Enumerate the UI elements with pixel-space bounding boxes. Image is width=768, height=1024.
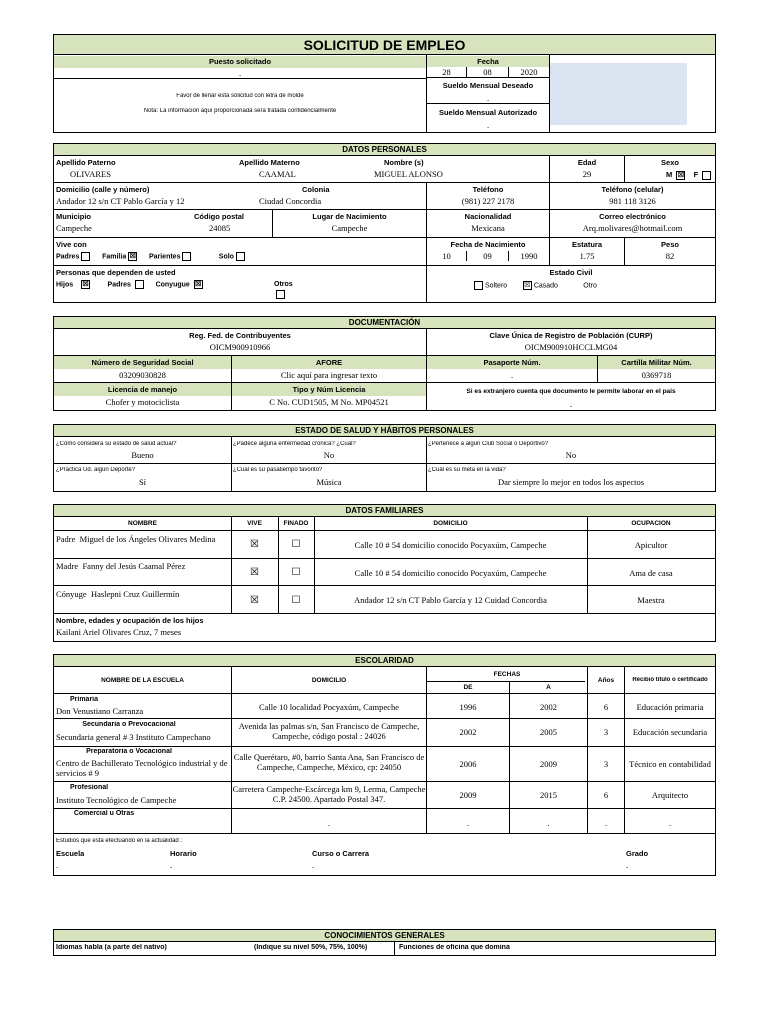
lugar-nac-field[interactable]: Campeche [331,223,368,233]
instruction-text: Favor de llenar esta solicitud con letra de molde [176,93,304,99]
dep-padres-checkbox[interactable] [135,280,144,289]
salud-title: ESTADO DE SALUD Y HÁBITOS PERSONALES [54,425,715,437]
fnac-label: Fecha de Nacimiento [450,240,526,249]
esc-de[interactable]: 1996 [459,702,477,712]
sueldo-deseado-label: Sueldo Mensual Deseado [442,81,534,90]
dep-otros: Otros [274,280,293,300]
esc-anos[interactable]: 6 [603,790,609,800]
esc-a[interactable]: 2015 [540,790,557,800]
salud-q6: ¿Cuál es su meta en la vida? [428,467,506,473]
fam-vive-checkbox[interactable]: ☒ [250,539,259,550]
vive-padres-checkbox[interactable] [81,252,90,261]
esc-header-fechas: FECHAS [493,671,521,678]
esc-domicilio[interactable]: Calle 10 localidad Pocyaxúm, Campeche [259,702,399,712]
esc-header-escuela: NOMBRE DE LA ESCUELA [101,677,184,684]
tipo-licencia-label: Tipo y Núm Licencia [232,383,426,396]
esc-header-anos: Años [597,677,615,684]
estatura-field[interactable]: 1.75 [579,251,595,261]
esc-escuela[interactable]: Centro de Bachillerato Tecnológico industrial y de servicios # 9 [56,758,228,778]
celular-label: Teléfono (celular) [601,185,664,194]
fam-ocupacion[interactable]: Apicultor [634,540,668,550]
esc-nivel: Preparatoria o Vocacional [86,748,172,755]
tipo-licencia-field[interactable]: C No. CUD1505, M No. MP04521 [269,397,389,407]
fam-domicilio[interactable]: Andador 12 s/n CT Pablo García y 12 Cuidad Concordia [354,595,547,605]
fam-domicilio[interactable]: Calle 10 # 54 domicilio conocido Pocyaxúm, Campeche [354,540,547,550]
dependen-label: Personas que dependen de usted [56,268,176,277]
fam-finado-checkbox[interactable]: ☐ [291,567,301,578]
fam-header-vive: VIVE [247,520,262,527]
salud-q5: ¿Cuál es su pasatiempo favorito? [233,467,323,473]
salud-a5[interactable]: Música [316,477,342,487]
esc-escuela[interactable]: Instituto Tecnológico de Campeche [56,795,177,805]
colonia-label: Colonia [302,185,330,194]
esc-header-de: DE [463,684,473,691]
esc-titulo[interactable]: . [668,818,672,828]
salud-a1[interactable]: Bueno [131,450,154,460]
fecha-year[interactable]: 2020 [509,67,549,78]
cp-label: Código postal [194,212,244,221]
esc-nivel: Comercial u Otras [73,810,135,817]
domicilio-label: Domicilio (calle y número) [56,185,150,194]
peso-field[interactable]: 82 [665,251,675,261]
form-header [53,34,716,133]
edad-field[interactable]: 29 [582,169,592,179]
salud-q4: ¿Practica Ud. algún Deporte? [56,467,136,473]
funciones-label: Funciones de oficina que domina [399,944,510,951]
confidential-note: Nota: La información aquí proporcionada será tratada confidencialmente [143,108,337,114]
nombre-label: Nombre (s) [384,158,424,167]
form-title: SOLICITUD DE EMPLEO [54,35,715,55]
correo-label: Correo electrónico [599,212,666,221]
horario-field[interactable]: . [170,860,173,870]
salud-a3[interactable]: No [565,450,577,460]
nss-field[interactable]: 03209030828 [119,370,166,380]
afore-label: AFORE [232,356,426,369]
grado-field[interactable]: . [626,860,629,870]
pasaporte-label: Pasaporte Núm. [427,356,597,369]
sueldo-autorizado-field[interactable]: . [486,120,490,130]
sexo-m-checkbox[interactable]: ☒ [677,171,684,179]
curso-label: Curso o Carrera [312,849,370,858]
dep-hijos-checkbox[interactable]: ☒ [82,281,89,288]
nivel-label: (Indique su nivel 50%, 75%, 100%) [254,944,368,951]
esc-anos[interactable]: 3 [603,759,609,769]
esc-de[interactable]: . [466,818,470,828]
esc-a[interactable]: 2005 [540,727,557,737]
esc-anos[interactable]: . [604,818,608,828]
escolaridad-title: ESCOLARIDAD [54,655,715,667]
curp-label: Clave Única de Registro de Población (CURP) [489,331,653,340]
conocimientos-section [53,929,716,956]
fecha-label: Fecha [427,56,549,67]
esc-titulo[interactable]: Educación primaria [636,702,704,712]
esc-escuela[interactable]: Don Venustiano Carranza [56,706,144,716]
nacionalidad-label: Nacionalidad [464,212,512,221]
cp-field[interactable]: 24085 [209,223,231,233]
fam-header-nombre: NOMBRE [128,520,157,527]
civil-soltero-checkbox[interactable] [474,281,483,290]
pasaporte-field[interactable]: . [510,370,514,380]
esc-titulo[interactable]: Técnico en contabilidad [629,759,711,769]
documentacion-title: DOCUMENTACIÓN [54,317,715,329]
documentacion-section [53,316,716,411]
correo-field[interactable]: Arq.molivares@hotmail.com [582,223,683,233]
esc-domicilio[interactable]: Avenida las palmas s/n, San Francisco de Campeche, Campeche, código postal : 24026 [238,721,420,741]
datos-personales-title: DATOS PERSONALES [54,144,715,156]
rfc-label: Reg. Fed. de Contribuyentes [189,331,291,340]
civil-label: Estado Civil [549,268,593,277]
colonia-field[interactable]: Ciudad Concordia [259,196,322,206]
fam-ocupacion[interactable]: Ama de casa [629,568,673,578]
esc-escuela[interactable]: Secundaria general # 3 Instituto Campechano [56,732,211,742]
esc-domicilio[interactable]: Calle Querétaro, #0, barrio Santa Ana, San Francisco de Campeche, Campeche, México, cp: 24050 [233,752,425,772]
ap-materno-field[interactable]: CAAMAL [259,169,296,179]
domicilio-field[interactable]: Andador 12 s/n CT Pablo García y 12 [56,196,185,206]
esc-a[interactable]: 2002 [540,702,557,712]
salud-a2[interactable]: No [323,450,335,460]
fam-row-padre: Padre Miguel de los Ángeles Olivares Medina [56,534,216,544]
fam-domicilio[interactable]: Calle 10 # 54 domicilio conocido Pocyaxúm, Campeche [354,568,547,578]
hijos-field[interactable]: Kailani Ariel Olivares Cruz, 7 meses [56,627,182,637]
esc-header-titulo: Recibió título o certificado [632,677,708,683]
fnac-month[interactable]: 09 [467,251,509,261]
curso-field[interactable]: . [312,860,315,870]
esc-header-a: A [546,684,551,691]
sueldo-autorizado-label: Sueldo Mensual Autorizado [438,108,538,117]
esc-nivel: Primaria [69,696,99,703]
datos-personales-section [53,143,716,303]
lugar-nac-label: Lugar de Nacimiento [312,212,387,221]
vive-solo-checkbox[interactable] [236,252,245,261]
municipio-field[interactable]: Campeche [56,223,92,233]
fam-header-ocupacion: OCUPACIÓN [631,520,671,527]
fecha-month[interactable]: 08 [467,67,509,78]
salud-section [53,424,716,492]
fecha-day[interactable]: 28 [427,67,467,78]
cartilla-field[interactable]: 0369718 [641,370,672,380]
sexo-options: M ☒ F [666,170,713,180]
esc-de[interactable]: 2009 [459,790,477,800]
fam-header-finado: FINADO [283,520,309,527]
esc-de[interactable]: 2002 [459,727,477,737]
sexo-f-checkbox[interactable] [702,171,711,180]
conocimientos-title: CONOCIMIENTOS GENERALES [54,930,715,942]
fnac-day[interactable]: 10 [427,251,467,261]
esc-anos[interactable]: 3 [603,727,609,737]
salud-q2: ¿Padece alguna enfermedad crónica? ¿Cuál? [233,441,356,447]
horario-label: Horario [170,849,197,858]
esc-anos[interactable]: 6 [603,702,609,712]
fam-finado-checkbox[interactable]: ☐ [291,539,301,550]
ap-paterno-field[interactable]: OLIVARES [70,169,111,179]
hijos-label: Nombre, edades y ocupación de los hijos [56,616,204,625]
vive-con-label: Vive con [56,240,87,249]
vive-familia-checkbox[interactable]: ☒ [129,253,136,260]
fam-vive-checkbox[interactable]: ☒ [250,595,259,606]
familiares-title: DATOS FAMILIARES [54,505,715,517]
sexo-label: Sexo [661,158,679,167]
estudios-actuales-label: Estudios que está efectuando en la actualidad : [56,838,183,844]
dep-otros-checkbox[interactable] [276,290,285,299]
nss-label: Número de Seguridad Social [54,356,231,369]
salud-a6[interactable]: Dar siempre lo mejor en todos los aspectos [497,477,645,487]
civil-casado-checkbox[interactable]: ☒ [524,282,531,289]
esc-header-domicilio: DOMICILIO [311,677,347,684]
vive-parientes-checkbox[interactable] [182,252,191,261]
peso-label: Peso [661,240,679,249]
photo-placeholder[interactable] [550,63,687,125]
fnac-year[interactable]: 1990 [520,251,538,261]
curp-field[interactable]: OICM900910HCCLMG04 [524,342,618,352]
telefono-field[interactable]: (981) 227 2178 [461,196,515,206]
esc-titulo[interactable]: Arquitecto [651,790,689,800]
fam-header-domicilio: DOMICILIO [433,520,468,527]
dependen-options: Hijos ☒ Padres Conyugue ☒ [56,281,202,289]
escuela-actual-field[interactable]: . [56,860,59,870]
salud-q3: ¿Pertenece a algún Club Social o Deportivo? [428,441,549,447]
licencia-label: Licencia de manejo [54,383,231,396]
fam-ocupacion[interactable]: Maestra [637,595,665,605]
escuela-actual-label: Escuela [56,849,85,858]
extranjero-label: Si es extranjero cuenta que documento le permite laborar en el país [466,388,676,395]
fam-row-conyuge: Cónyuge Haslepni Cruz Guillermín [56,589,180,599]
fam-vive-checkbox[interactable]: ☒ [250,567,259,578]
esc-de[interactable]: 2006 [459,759,477,769]
idiomas-label: Idiomas habla (a parte del nativo) [56,944,167,951]
fam-finado-checkbox[interactable]: ☐ [291,595,301,606]
ap-materno-label: Apellido Materno [239,158,300,167]
civil-options: Soltero ☒ Casado Otro [472,281,597,290]
estatura-label: Estatura [571,240,602,249]
esc-titulo[interactable]: Educación secundaria [632,727,708,737]
afore-field[interactable]: Clic aquí para ingresar texto [280,370,378,380]
escolaridad-section [53,654,716,876]
puesto-field[interactable]: . [54,68,426,79]
telefono-label: Teléfono [472,185,504,194]
salud-a4[interactable]: Sí [138,477,147,487]
salud-q1: ¿Cómo considera su estado de salud actual? [56,441,177,447]
esc-nivel: Secundaria o Prevocacional [82,721,176,728]
dep-conyugue-checkbox[interactable]: ☒ [195,281,202,288]
municipio-label: Municipio [56,212,91,221]
esc-a[interactable]: 2009 [540,759,557,769]
licencia-field[interactable]: Chofer y motociclista [105,397,180,407]
esc-a[interactable]: . [547,818,550,828]
sueldo-deseado-field[interactable]: . [427,92,549,104]
esc-domicilio[interactable]: . [327,818,331,828]
fam-row-madre: Madre Fanny del Jesús Caamal Pérez [56,561,186,571]
grado-label: Grado [626,849,649,858]
cartilla-label: Cartilla Militar Núm. [598,356,715,369]
esc-nivel: Profesional [69,784,109,791]
puesto-label: Puesto solicitado [54,56,426,68]
nacionalidad-field[interactable]: Mexicana [471,223,505,233]
celular-field[interactable]: 981 118 3126 [609,196,656,206]
extranjero-field[interactable]: . [569,399,573,409]
nombre-field[interactable]: MIGUEL ALONSO [374,169,443,179]
esc-domicilio[interactable]: Carretera Campeche-Escárcega km 9, Lerma, Campeche C.P. 24500. Apartado Postal 347. [232,784,426,804]
vive-con-options: Padres Familia ☒ Parientes Solo [56,252,247,261]
ap-paterno-label: Apellido Paterno [56,158,116,167]
rfc-field[interactable]: OICM900910966 [209,342,271,352]
edad-label: Edad [577,158,597,167]
familiares-section [53,504,716,642]
